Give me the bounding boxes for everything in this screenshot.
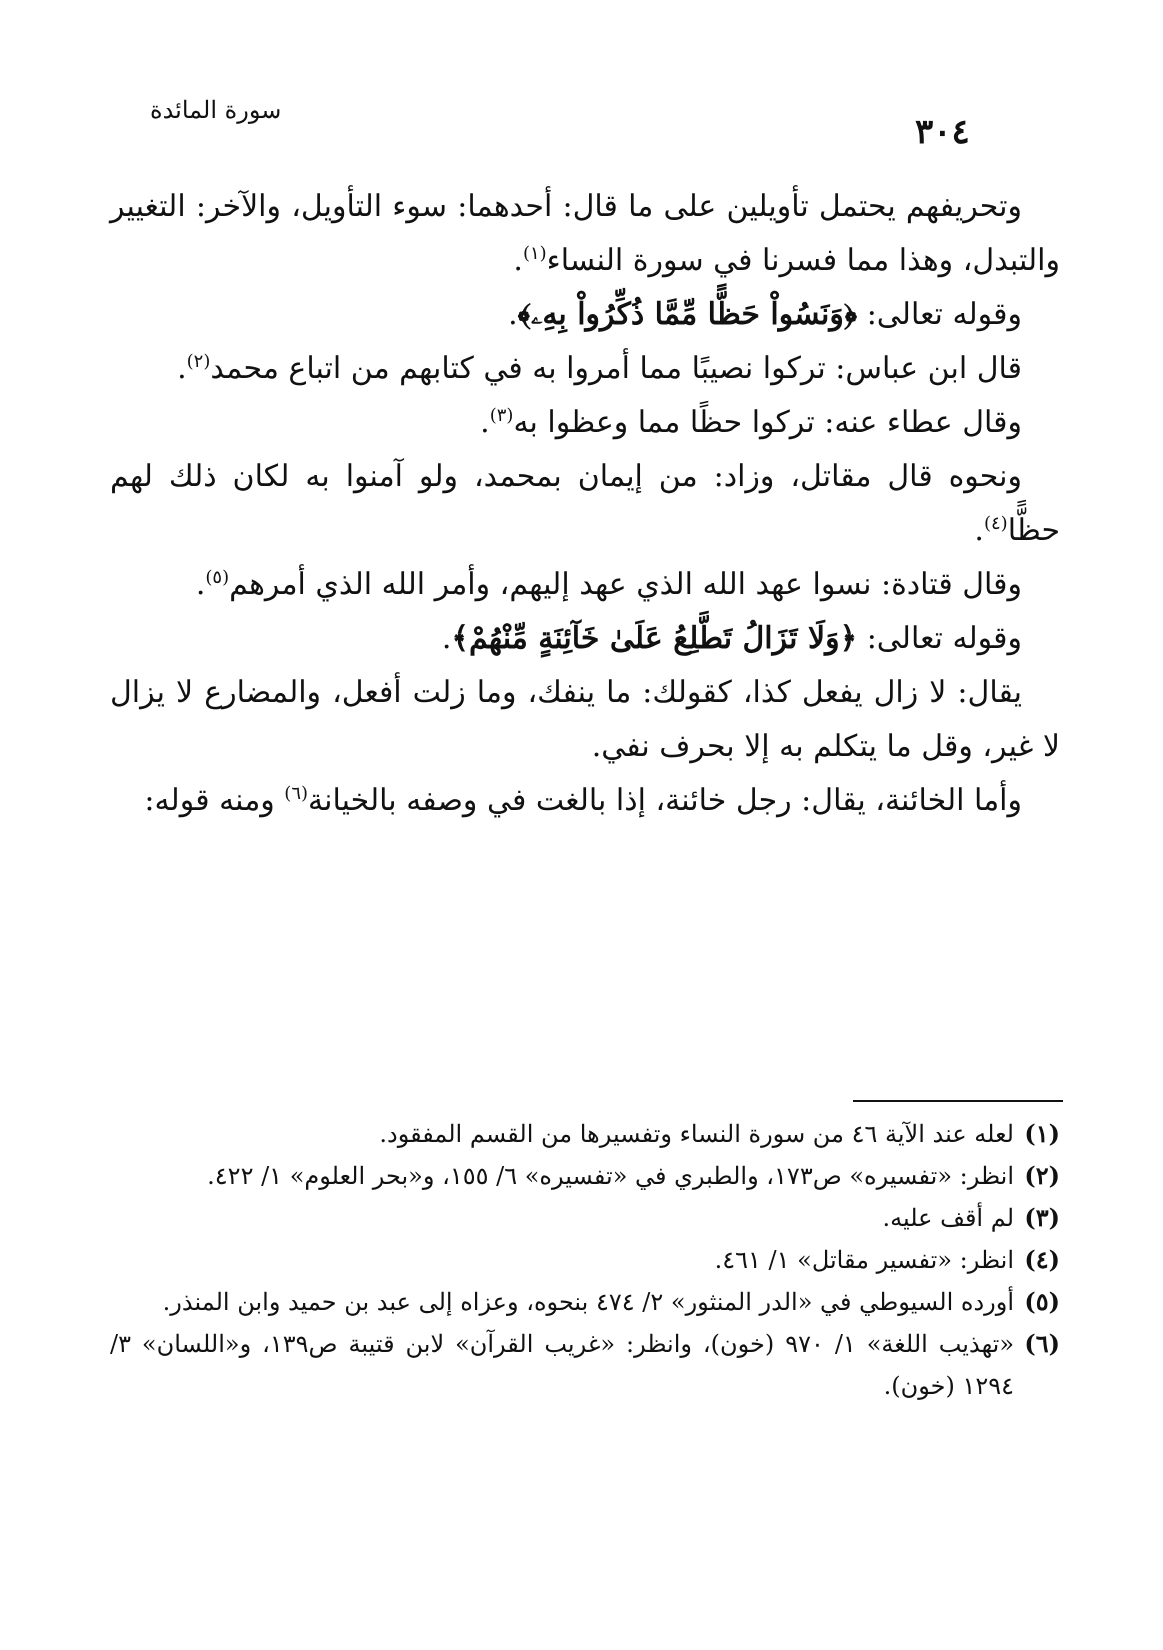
paragraph-end: ومنه قوله: bbox=[144, 783, 285, 818]
footnote-ref: (١) bbox=[522, 243, 547, 264]
paragraph-end: . bbox=[480, 405, 490, 440]
paragraph bbox=[110, 612, 1060, 666]
footnote-number: (٣) bbox=[1024, 1203, 1060, 1232]
paragraph bbox=[110, 558, 1060, 612]
footnote bbox=[110, 1281, 1060, 1323]
paragraph-text: قال ابن عباس: تركوا نصيبًا مما أمروا به في كتابهم من اتباع محمد bbox=[210, 351, 1022, 386]
paragraph bbox=[110, 288, 1060, 342]
paragraph-end: . bbox=[508, 297, 518, 332]
footnote bbox=[110, 1113, 1060, 1155]
paragraph bbox=[110, 450, 1060, 558]
paragraph-text: يقال: لا زال يفعل كذا، كقولك: ما ينفك، وما زلت أفعل، والمضارع لا يزال لا غير، وقل ما يتكلم به إلا بحرف نفي. bbox=[110, 675, 1060, 764]
paragraph-end: . bbox=[195, 567, 206, 602]
paragraph-text: وقوله تعالى: bbox=[857, 621, 1022, 656]
running-header-title: سورة المائدة bbox=[150, 96, 282, 124]
footnote-ref: (٢) bbox=[186, 351, 211, 372]
paragraph-text: وقوله تعالى: bbox=[857, 297, 1022, 332]
paragraph-end: . bbox=[177, 351, 187, 386]
footnote-ref: (٥) bbox=[205, 567, 230, 588]
footnote-number: (٦) bbox=[1024, 1329, 1060, 1358]
main-text bbox=[110, 180, 1060, 828]
paragraph-text: وقال قتادة: نسوا عهد الله الذي عهد إليهم، وأمر الله الذي أمرهم bbox=[229, 567, 1022, 602]
paragraph-text: وقال عطاء عنه: تركوا حظًا مما وعظوا به bbox=[513, 405, 1022, 440]
footnote-text: لعله عند الآية ٤٦ من سورة النساء وتفسيرها من القسم المفقود. bbox=[379, 1120, 1014, 1148]
paragraph-text: وأما الخائنة، يقال: رجل خائنة، إذا بالغت في وصفه بالخيانة bbox=[308, 783, 1022, 818]
footnote bbox=[110, 1197, 1060, 1239]
paragraph-end: . bbox=[513, 243, 523, 278]
footnote-number: (١) bbox=[1024, 1119, 1060, 1148]
quran-verse: ﴿وَنَسُواْ حَظًّا مِّمَّا ذُكِّرُواْ بِهِۦ﴾ bbox=[517, 297, 858, 332]
footnote-number: (٤) bbox=[1024, 1245, 1060, 1274]
footnote-text: أورده السيوطي في «الدر المنثور» ٢/ ٤٧٤ بنحوه، وعزاه إلى عبد بن حميد وابن المنذر. bbox=[162, 1288, 1014, 1316]
footnote-text: انظر: «تفسيره» ص١٧٣، والطبري في «تفسيره» ٦/ ١٥٥، و«بحر العلوم» ١/ ٤٢٢. bbox=[207, 1162, 1014, 1190]
paragraph bbox=[110, 774, 1060, 828]
footnote bbox=[110, 1239, 1060, 1281]
footnote bbox=[110, 1155, 1060, 1197]
paragraph-end: . bbox=[441, 621, 452, 656]
paragraph-end: . bbox=[974, 513, 984, 548]
paragraph bbox=[110, 666, 1060, 774]
footnote-ref: (٦) bbox=[284, 783, 309, 804]
footnote-text: لم أقف عليه. bbox=[882, 1204, 1014, 1232]
paragraph bbox=[110, 396, 1060, 450]
page-number: ٣٠٤ bbox=[915, 112, 970, 152]
paragraph-text: وتحريفهم يحتمل تأويلين على ما قال: أحدهما: سوء التأويل، والآخر: التغيير والتبدل، وهذا مما فسرنا في سورة النساء bbox=[110, 189, 1060, 278]
paragraph bbox=[110, 342, 1060, 396]
footnote-separator bbox=[853, 1100, 1063, 1102]
footnote-text: «تهذيب اللغة» ١/ ٩٧٠ (خون)، وانظر: «غريب القرآن» لابن قتيبة ص١٣٩، و«اللسان» ٣/ ١٢٩٤ (خون). bbox=[110, 1330, 1015, 1400]
footnote-ref: (٤) bbox=[983, 513, 1008, 534]
paragraph bbox=[110, 180, 1060, 288]
footnote-number: (٥) bbox=[1024, 1287, 1060, 1316]
footnote-ref: (٣) bbox=[489, 405, 514, 426]
footnotes bbox=[110, 1113, 1060, 1407]
footnote bbox=[110, 1323, 1060, 1407]
paragraph-text: ونحوه قال مقاتل، وزاد: من إيمان بمحمد، ولو آمنوا به لكان ذلك لهم حظًّا bbox=[110, 459, 1060, 548]
footnote-number: (٢) bbox=[1024, 1161, 1060, 1190]
footnote-text: انظر: «تفسير مقاتل» ١/ ٤٦١. bbox=[714, 1246, 1014, 1274]
quran-verse: ﴿وَلَا تَزَالُ تَطَّلِعُ عَلَىٰ خَآئِنَةٍ مِّنْهُمْ﴾ bbox=[451, 621, 858, 656]
